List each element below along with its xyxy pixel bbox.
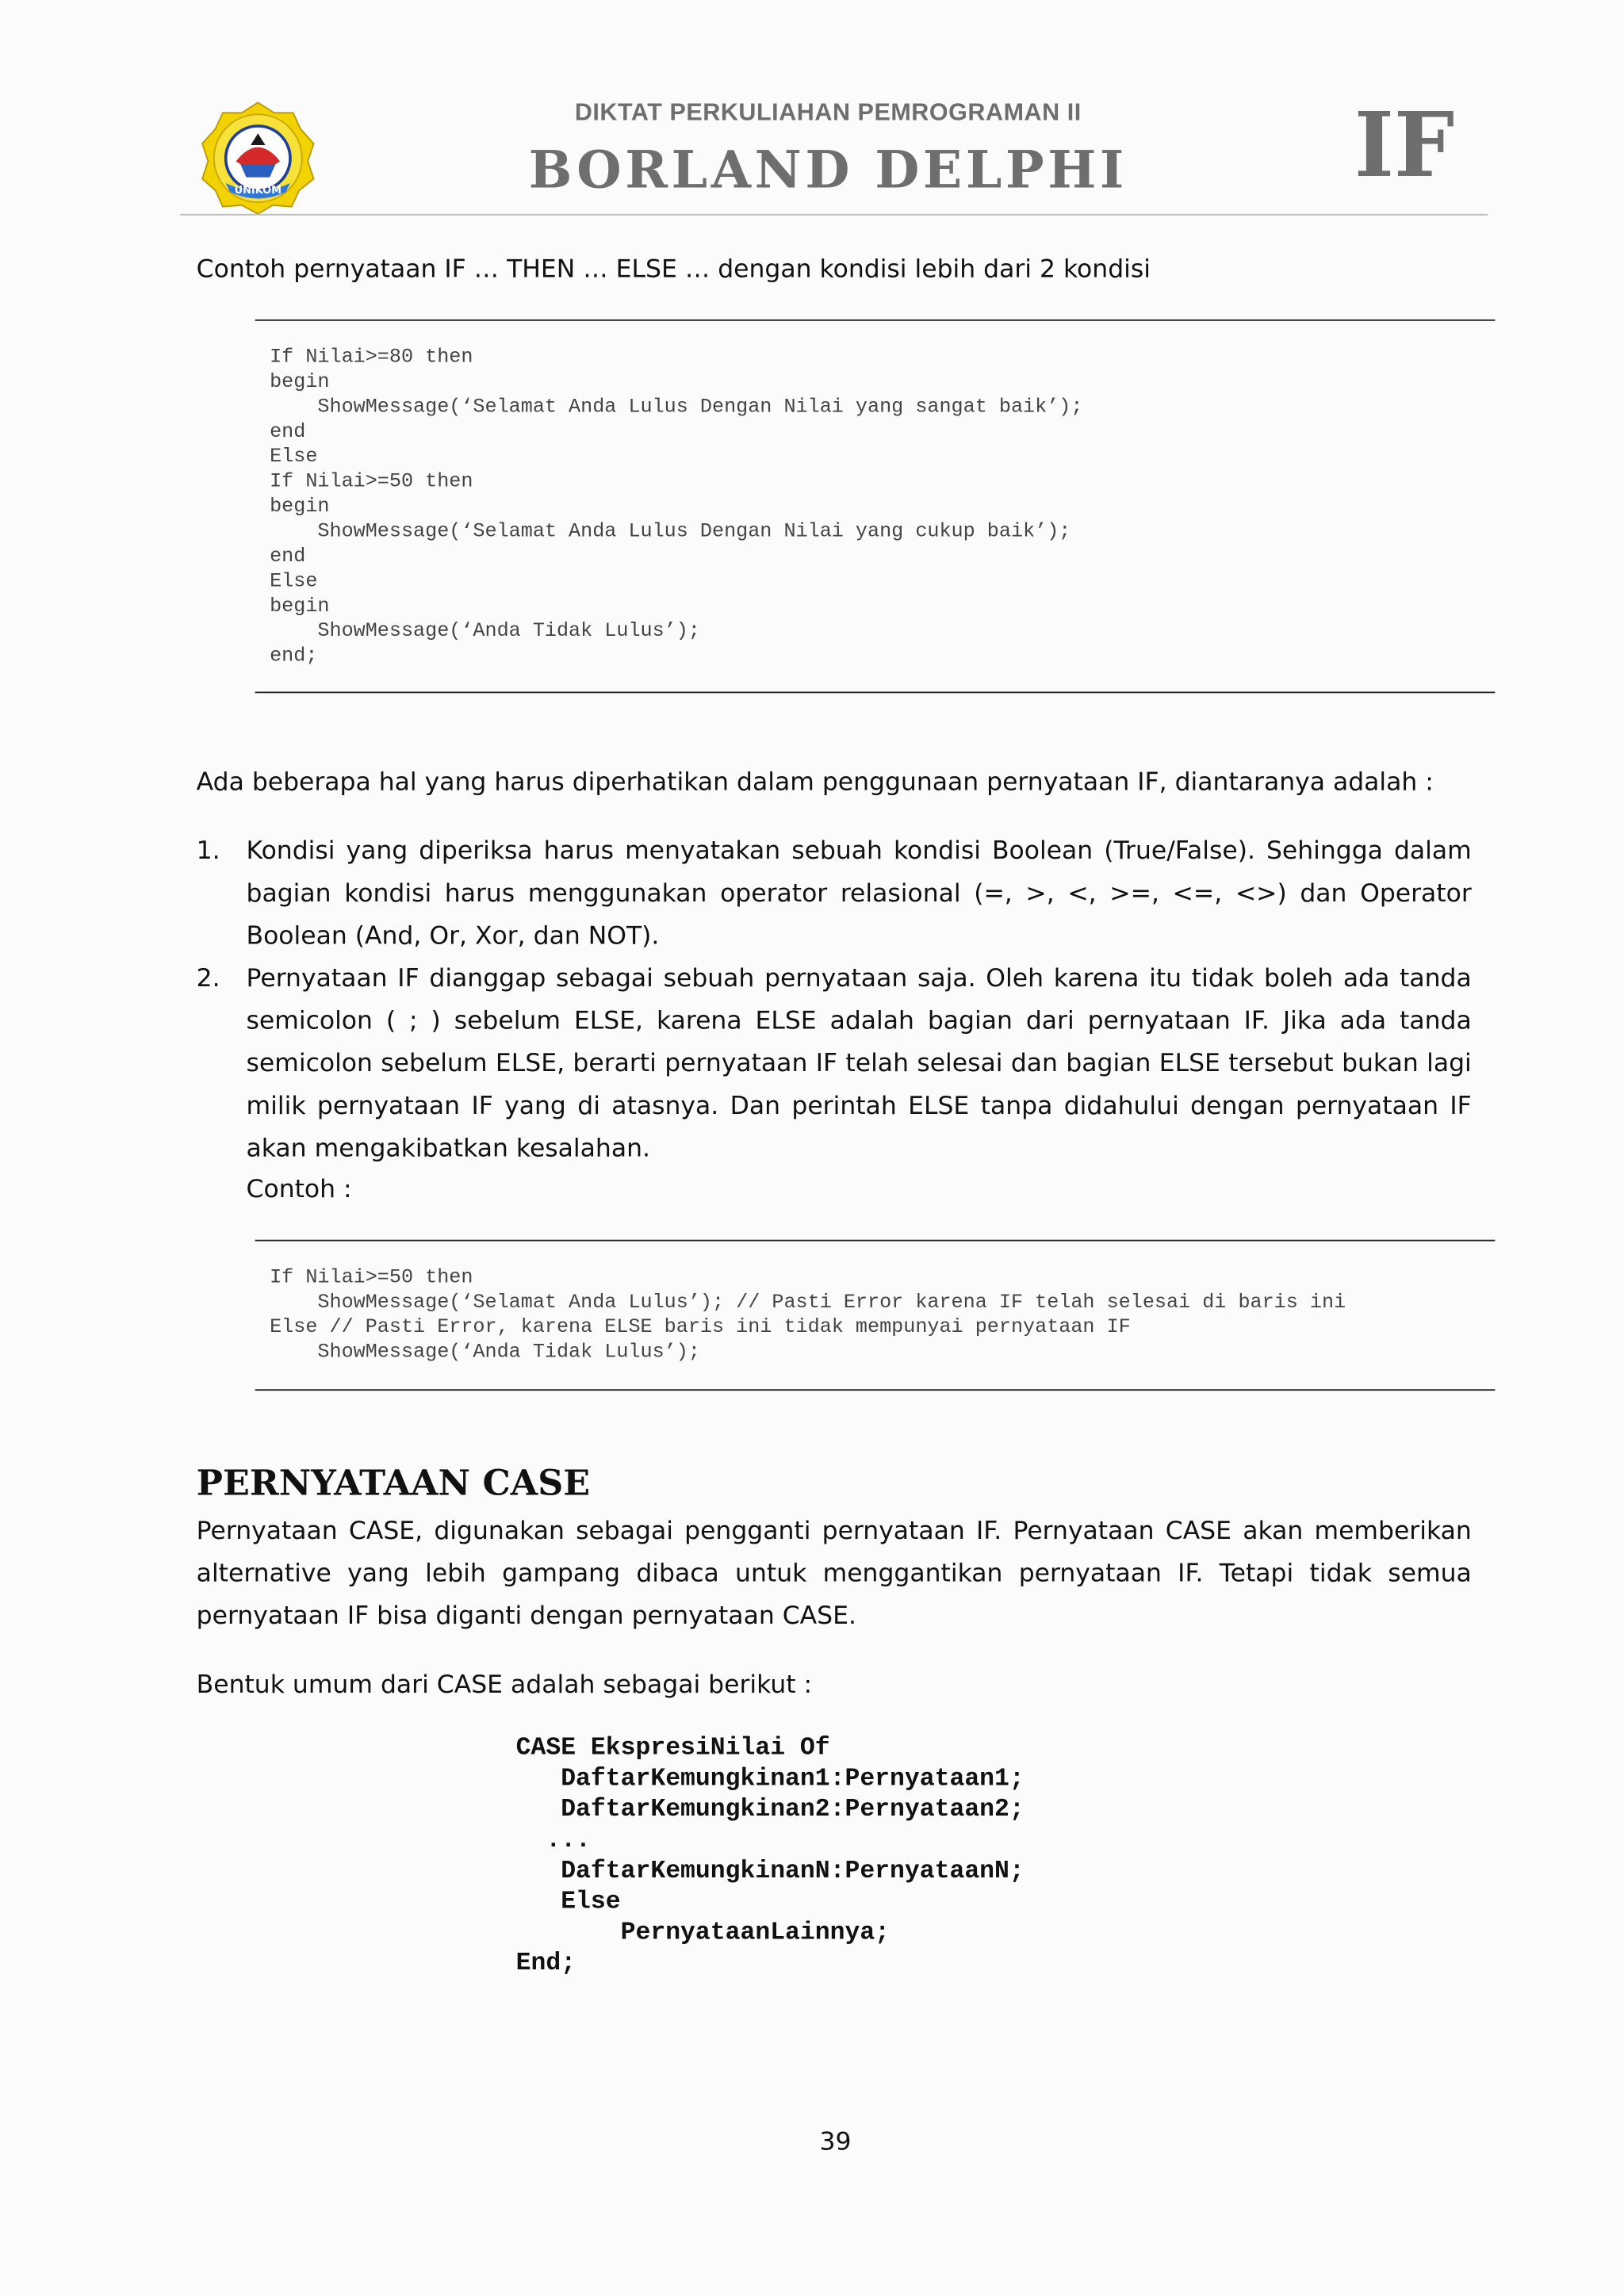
list-item-text: Pernyataan IF dianggap sebagai sebuah pernyataan saja. Oleh karena itu tidak boleh ada tanda semicolon ( ; ) sebelum ELSE, karena ELSE adalah bagian dari pernyataan IF. Jika ada tanda semicolon sebelum ELSE, berarti pernyataan IF telah selesai dan bagian ELSE tersebut bukan lagi milik pernyataan IF yang di atasnya. Dan perintah ELSE tanpa didahului dengan pernyataan IF akan mengakibatkan kesalahan.: [246, 964, 1472, 1164]
notes-list: [197, 831, 1472, 1171]
university-logo: [201, 101, 315, 216]
notes-intro-text: Ada beberapa hal yang harus diperhatikan dalam penggunaan pernyataan IF, diantaranya adalah :: [196, 767, 1434, 798]
case-general-form-text: Bentuk umum dari CASE adalah sebagai berikut :: [196, 1670, 813, 1701]
header-divider: [180, 214, 1488, 216]
page-number: 39: [819, 2127, 852, 2157]
list-item: [197, 831, 1472, 959]
section-heading-case: PERNYATAAN CASE: [196, 1460, 591, 1504]
code-block-2-top-rule: [255, 1240, 1496, 1242]
list-item-number: 2.: [196, 964, 220, 994]
case-paragraph: Pernyataan CASE, digunakan sebagai pengganti pernyataan IF. Pernyataan CASE akan memberikan alternative yang lebih gampang dibaca untuk menggantikan pernyataan IF. Tetapi tidak semua pernyataan IF bisa diganti dengan pernyataan CASE.: [196, 1517, 1472, 1632]
list-item-text: Kondisi yang diperiksa harus menyatakan sebuah kondisi Boolean (True/False). Sehingga dalam bagian kondisi harus menggunakan operator relasional (=, >, <, >=, <=, <>) dan Operator Boolean (And, Or, Xor, dan NOT).: [246, 836, 1472, 951]
header-subtitle: DIKTAT PERKULIAHAN PEMROGRAMAN II: [574, 99, 1082, 126]
code-block-2: If Nilai>=50 then ShowMessage(‘Selamat Anda Lulus’); // Pasti Error karena IF telah selesai di baris ini Else // Pasti Error, karena ELSE baris ini tidak mempunyai pernyataan IF ShowMessage(‘Anda Tidak Lulus’);: [270, 1267, 1346, 1364]
logo-banner-text: UNIKOM: [234, 184, 282, 197]
header-title: BORLAND DELPHI: [528, 140, 1128, 201]
code-block-2-bottom-rule: [255, 1389, 1496, 1391]
code-block-1-bottom-rule: [255, 691, 1496, 693]
list-item: [197, 959, 1472, 1171]
code-block-1: If Nilai>=80 then begin ShowMessage(‘Selamat Anda Lulus Dengan Nilai yang sangat baik’); end Else If Nilai>=50 then begin ShowMessage(‘Selamat Anda Lulus Dengan Nilai yang cukup baik’); end Else begin ShowMessage(‘Anda Tidak Lulus’); end;: [270, 347, 1083, 668]
chapter-marker: IF: [1354, 93, 1455, 197]
code-block-1-top-rule: [255, 320, 1496, 321]
intro-example-text: Contoh pernyataan IF … THEN … ELSE … dengan kondisi lebih dari 2 kondisi: [196, 254, 1151, 285]
list-item-number: 1.: [196, 836, 220, 867]
example-label: Contoh :: [246, 1175, 352, 1205]
case-syntax-block: CASE EkspresiNilai Of DaftarKemungkinan1:Pernyataan1; DaftarKemungkinan2:Pernyataan2; ... DaftarKemungkinanN:PernyataanN; Else PernyataanLainnya; End;: [515, 1735, 1025, 1979]
